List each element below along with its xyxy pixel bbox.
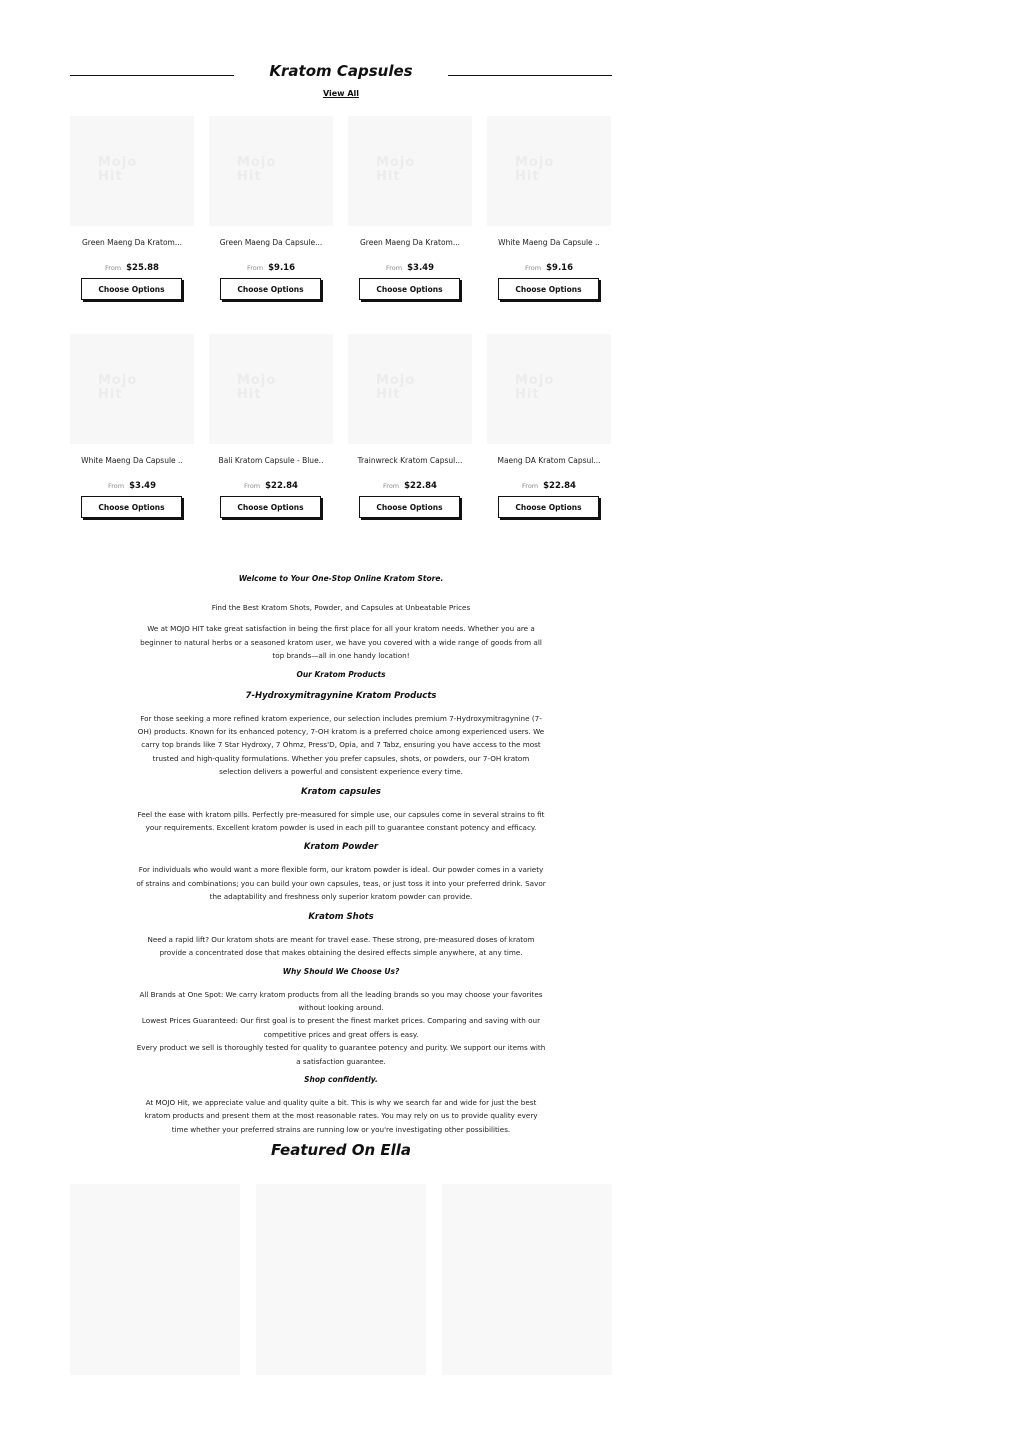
- product-card[interactable]: [487, 334, 611, 530]
- choose-options-button[interactable]: Choose Options: [498, 496, 599, 518]
- product-image-placeholder[interactable]: [487, 334, 611, 444]
- product-card[interactable]: [348, 116, 472, 312]
- price-prefix: From: [247, 264, 264, 272]
- product-grid-row-2: [70, 334, 612, 530]
- product-price: $22.84: [265, 481, 298, 491]
- brand-logo-placeholder: Mojo Hit: [515, 155, 555, 184]
- product-name[interactable]: Maeng DA Kratom Capsul...: [497, 456, 601, 465]
- product-price: $9.16: [268, 263, 295, 273]
- product-price: $22.84: [543, 481, 576, 491]
- section-title: Kratom Capsules: [269, 62, 413, 80]
- price-prefix: From: [108, 482, 125, 490]
- product-card[interactable]: [70, 334, 194, 530]
- welcome-heading: Welcome to Your One-Stop Online Kratom Store.: [238, 574, 444, 583]
- product-card[interactable]: [209, 334, 333, 530]
- brand-logo-placeholder: Mojo Hit: [376, 373, 416, 402]
- price-prefix: From: [386, 264, 403, 272]
- product-card[interactable]: [348, 334, 472, 530]
- product-card[interactable]: [487, 116, 611, 312]
- capsules-text: Feel the ease with kratom pills. Perfectly pre-measured for simple use, our capsules come in several strains to fit your requirements. Excellent kratom powder is used in each pill to guarantee constant potency and efficacy.: [137, 809, 545, 833]
- price-prefix: From: [244, 482, 261, 490]
- price-prefix: From: [525, 264, 542, 272]
- choose-options-button[interactable]: Choose Options: [81, 278, 182, 300]
- featured-card[interactable]: [442, 1184, 612, 1375]
- product-price: $22.84: [404, 481, 437, 491]
- price-prefix: From: [383, 482, 400, 490]
- price-line: [209, 473, 333, 492]
- choose-options-button[interactable]: Choose Options: [359, 496, 460, 518]
- product-price: $9.16: [546, 263, 573, 273]
- price-line: [70, 473, 194, 492]
- tagline-text: Find the Best Kratom Shots, Powder, and Capsules at Unbeatable Prices: [211, 603, 471, 612]
- price-line: [348, 473, 472, 492]
- view-all-link[interactable]: View All: [322, 89, 360, 98]
- shots-text: Need a rapid lift? Our kratom shots are meant for travel ease. These strong, pre-measured doses of kratom provide a concentrated dose that makes obtaining the desired effects simple anywhere, at any time.: [147, 934, 535, 958]
- product-card[interactable]: [209, 116, 333, 312]
- featured-card[interactable]: [70, 1184, 240, 1375]
- price-line: [209, 255, 333, 274]
- brand-logo-placeholder: Mojo Hit: [237, 155, 277, 184]
- price-line: [487, 255, 611, 274]
- brand-logo-placeholder: Mojo Hit: [98, 373, 138, 402]
- intro-text: We at MOJO HIT take great satisfaction in being the first place for all your kratom needs. Whether you are a beginner to natural herbs or a seasoned kratom user, we have you covered with a wide range of goods from all top brands—all in one handy location!: [140, 624, 542, 661]
- why-choose-point: All Brands at One Spot: We carry kratom products from all the leading brands so you may choose your favorites without looking around.: [139, 989, 543, 1012]
- product-image-placeholder[interactable]: [70, 334, 194, 444]
- product-price: $3.49: [407, 263, 434, 273]
- brand-logo-placeholder: Mojo Hit: [98, 155, 138, 184]
- product-name[interactable]: White Maeng Da Capsule ..: [81, 456, 183, 465]
- choose-options-button[interactable]: Choose Options: [81, 496, 182, 518]
- capsules-heading: Kratom capsules: [301, 786, 381, 797]
- product-image-placeholder[interactable]: [209, 116, 333, 226]
- seven-oh-heading: 7-Hydroxymitragynine Kratom Products: [245, 690, 437, 701]
- choose-options-button[interactable]: Choose Options: [359, 278, 460, 300]
- price-prefix: From: [522, 482, 539, 490]
- featured-grid: [70, 1184, 612, 1375]
- product-price: $25.88: [126, 263, 159, 273]
- product-image-placeholder[interactable]: [348, 334, 472, 444]
- featured-card[interactable]: [256, 1184, 426, 1375]
- product-name[interactable]: Green Maeng Da Kratom...: [81, 238, 183, 247]
- brand-logo-placeholder: Mojo Hit: [376, 155, 416, 184]
- store-description: [136, 574, 546, 1136]
- brand-logo-placeholder: Mojo Hit: [515, 373, 555, 402]
- choose-options-button[interactable]: Choose Options: [498, 278, 599, 300]
- choose-options-button[interactable]: Choose Options: [220, 278, 321, 300]
- why-choose-point: Every product we sell is thoroughly tested for quality to guarantee potency and purity. We support our items with a satisfaction guarantee.: [136, 1043, 546, 1066]
- product-name[interactable]: Bali Kratom Capsule - Blue..: [218, 456, 324, 465]
- product-name[interactable]: White Maeng Da Capsule ..: [498, 238, 600, 247]
- price-line: [348, 255, 472, 274]
- product-image-placeholder[interactable]: [70, 116, 194, 226]
- why-choose-heading: Why Should We Choose Us?: [282, 966, 400, 976]
- header-divider-right: [448, 75, 612, 76]
- product-image-placeholder[interactable]: [348, 116, 472, 226]
- product-grid-row-1: [70, 116, 612, 312]
- price-line: [487, 473, 611, 492]
- product-name[interactable]: Green Maeng Da Capsule...: [219, 238, 323, 247]
- powder-text: For individuals who would want a more flexible form, our kratom powder is ideal. Our powder comes in a variety of strains and combinations; you can build your own capsules, teas, or just toss it into your preferred drink. Savor the adaptability and freshness only superior kratom powder can provide.: [136, 865, 546, 902]
- price-line: [70, 255, 194, 274]
- powder-heading: Kratom Powder: [303, 842, 379, 853]
- product-price: $3.49: [129, 481, 156, 491]
- shop-confidently-heading: Shop confidently.: [304, 1074, 378, 1084]
- seven-oh-text: For those seeking a more refined kratom experience, our selection includes premium 7-Hydroxymitragynine (7-OH) products. Known for its enhanced potency, 7-OH kratom is a preferred choice among experienced users. We carry top brands like 7 Star Hydroxy, 7 Ohmz, Press'D, Opia, and 7 Tabz, ensuring you have access to the most trusted and high-quality formulations. Whether you prefer capsules, shots, or powders, our 7-OH kratom selection delivers a powerful and consistent experience every time.: [137, 713, 545, 777]
- our-products-heading: Our Kratom Products: [296, 669, 386, 679]
- brand-logo-placeholder: Mojo Hit: [237, 373, 277, 402]
- choose-options-button[interactable]: Choose Options: [220, 496, 321, 518]
- shop-confidently-text: At MOJO Hit, we appreciate value and quality quite a bit. This is why we search far and wide for just the best kratom products and present them at the most reasonable rates. You may rely on us to provide quality every time whether your preferred strains are running low or you're investigating other possibilities.: [144, 1097, 538, 1134]
- featured-title: Featured On Ella: [270, 1141, 412, 1159]
- product-name[interactable]: Trainwreck Kratom Capsul...: [357, 456, 463, 465]
- product-image-placeholder[interactable]: [209, 334, 333, 444]
- product-name[interactable]: Green Maeng Da Kratom...: [359, 238, 461, 247]
- why-choose-point: Lowest Prices Guaranteed: Our first goal is to present the finest market prices. Comparing and saving with our competitive prices and great offers is easy.: [141, 1016, 541, 1039]
- product-card[interactable]: [70, 116, 194, 312]
- collection-header: [70, 62, 612, 102]
- price-prefix: From: [105, 264, 122, 272]
- shots-heading: Kratom Shots: [308, 911, 374, 922]
- product-image-placeholder[interactable]: [487, 116, 611, 226]
